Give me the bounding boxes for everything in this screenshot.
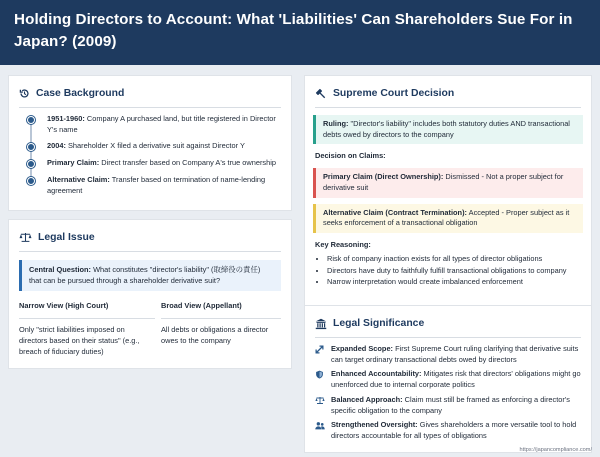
gavel-icon — [315, 88, 327, 100]
timeline-item — [27, 114, 281, 135]
narrow-view-heading: Narrow View (High Court) — [19, 301, 155, 319]
expand-icon — [315, 344, 325, 365]
timeline-item — [27, 175, 281, 196]
ruling-text: "Director's liability" includes both statutory duties AND transactional debts owed by directors to the company — [323, 119, 570, 139]
timeline-text: Direct transfer based on Company A's true ownership — [99, 158, 276, 168]
decision-title: Supreme Court Decision — [333, 87, 455, 99]
timeline-dot — [27, 116, 35, 124]
claims-heading: Decision on Claims: — [315, 151, 386, 161]
significance-text: Claim must still be framed as enforcing a director's specific obligation to the company — [331, 394, 570, 415]
timeline-dot — [27, 143, 35, 151]
landmark-icon — [315, 318, 327, 330]
divider — [315, 107, 581, 108]
page-header — [0, 0, 600, 65]
case-background-header — [9, 76, 291, 102]
timeline-dot — [27, 177, 35, 185]
users-icon — [315, 420, 325, 441]
case-background-card — [8, 75, 292, 211]
timeline-label: Alternative Claim: — [47, 174, 110, 184]
alternative-claim-text: Accepted - Proper subject as it seeks enforcement of a transactional obligation — [323, 207, 570, 228]
list-item: • Directors have duty to faithfully fulfill transactional obligations to company — [327, 266, 581, 277]
divider — [19, 251, 281, 252]
timeline-text: Transfer based on termination of name-lending agreement — [47, 174, 266, 195]
list-item: • Risk of company inaction exists for all types of director obligations — [327, 254, 581, 265]
timeline-text: Shareholder X filed a derivative suit against Director Y — [65, 141, 245, 151]
timeline — [27, 114, 281, 196]
central-question — [19, 260, 281, 291]
page-title: Holding Directors to Account: What 'Liabilities' Can Shareholders Sue For in Japan? (2009) — [14, 11, 573, 50]
broad-view-heading: Broad View (Appellant) — [161, 301, 281, 319]
legal-issue-title: Legal Issue — [38, 231, 95, 243]
primary-claim-label: Primary Claim (Direct Ownership): — [323, 172, 444, 182]
broad-view — [161, 301, 281, 357]
history-icon — [19, 88, 30, 99]
significance-text: First Supreme Court ruling clarifying that derivative suits can target ordinary transactional debts owed by directors — [331, 344, 579, 364]
balance-icon — [315, 395, 325, 416]
timeline-item — [27, 141, 281, 152]
reasoning-list — [327, 254, 581, 288]
primary-claim-text: Dismissed - Not a proper subject for derivative suit — [323, 172, 564, 192]
narrow-view-body: Only "strict liabilities imposed on directors based on their status" (e.g., breach of fiduciary duties) — [19, 325, 140, 356]
significance-item — [315, 344, 581, 365]
timeline-text: Company A purchased land, but title registered in Director Y's name — [47, 114, 276, 134]
legal-significance-card — [304, 305, 592, 453]
significance-label: Enhanced Accountability: — [331, 369, 422, 379]
reasoning-heading: Key Reasoning: — [315, 240, 371, 250]
narrow-view — [19, 301, 155, 357]
alternative-claim-label: Alternative Claim (Contract Termination): — [323, 207, 467, 217]
timeline-dot — [27, 160, 35, 168]
significance-title: Legal Significance — [333, 317, 425, 329]
significance-label: Balanced Approach: — [331, 394, 403, 404]
decision-header — [305, 76, 591, 102]
significance-text: Gives shareholders a more versatile tool to hold directors accountable for all types of obligations — [331, 420, 577, 441]
timeline-label: 1951-1960: — [47, 114, 85, 123]
ruling-label: Ruling: — [323, 119, 349, 128]
balance-scale-icon — [19, 232, 32, 243]
significance-label: Strengthened Oversight: — [331, 420, 418, 430]
case-background-title: Case Background — [36, 87, 125, 99]
question-label: Central Question: — [29, 265, 92, 274]
significance-text: Mitigates risk that directors' obligations might go unenforced due to internal corporate politics — [331, 369, 581, 390]
timeline-item — [27, 158, 281, 169]
legal-issue-header — [9, 220, 291, 246]
significance-item — [315, 420, 581, 441]
question-text: What constitutes "director's liability" (取締役の責任) that can be pursued through a shareholder derivative suit? — [29, 265, 261, 285]
broad-view-body: All debts or obligations a director owes to the company — [161, 325, 269, 345]
significance-item — [315, 395, 581, 416]
divider — [19, 107, 281, 108]
alternative-claim-box — [313, 204, 583, 233]
divider — [315, 337, 581, 338]
views-comparison — [19, 301, 281, 357]
significance-header — [305, 306, 591, 332]
main-content — [0, 65, 600, 457]
timeline-label: 2004: — [47, 141, 66, 151]
significance-label: Expanded Scope: — [331, 344, 394, 353]
primary-claim-box — [313, 168, 583, 197]
ruling-box — [313, 115, 583, 144]
list-item: • Narrow interpretation would create imbalanced enforcement — [327, 277, 581, 288]
shield-icon — [315, 369, 325, 390]
footer-url: https://japancompliance.com/ — [519, 446, 592, 453]
legal-issue-card — [8, 219, 292, 369]
significance-item — [315, 369, 581, 390]
timeline-label: Primary Claim: — [47, 158, 100, 168]
